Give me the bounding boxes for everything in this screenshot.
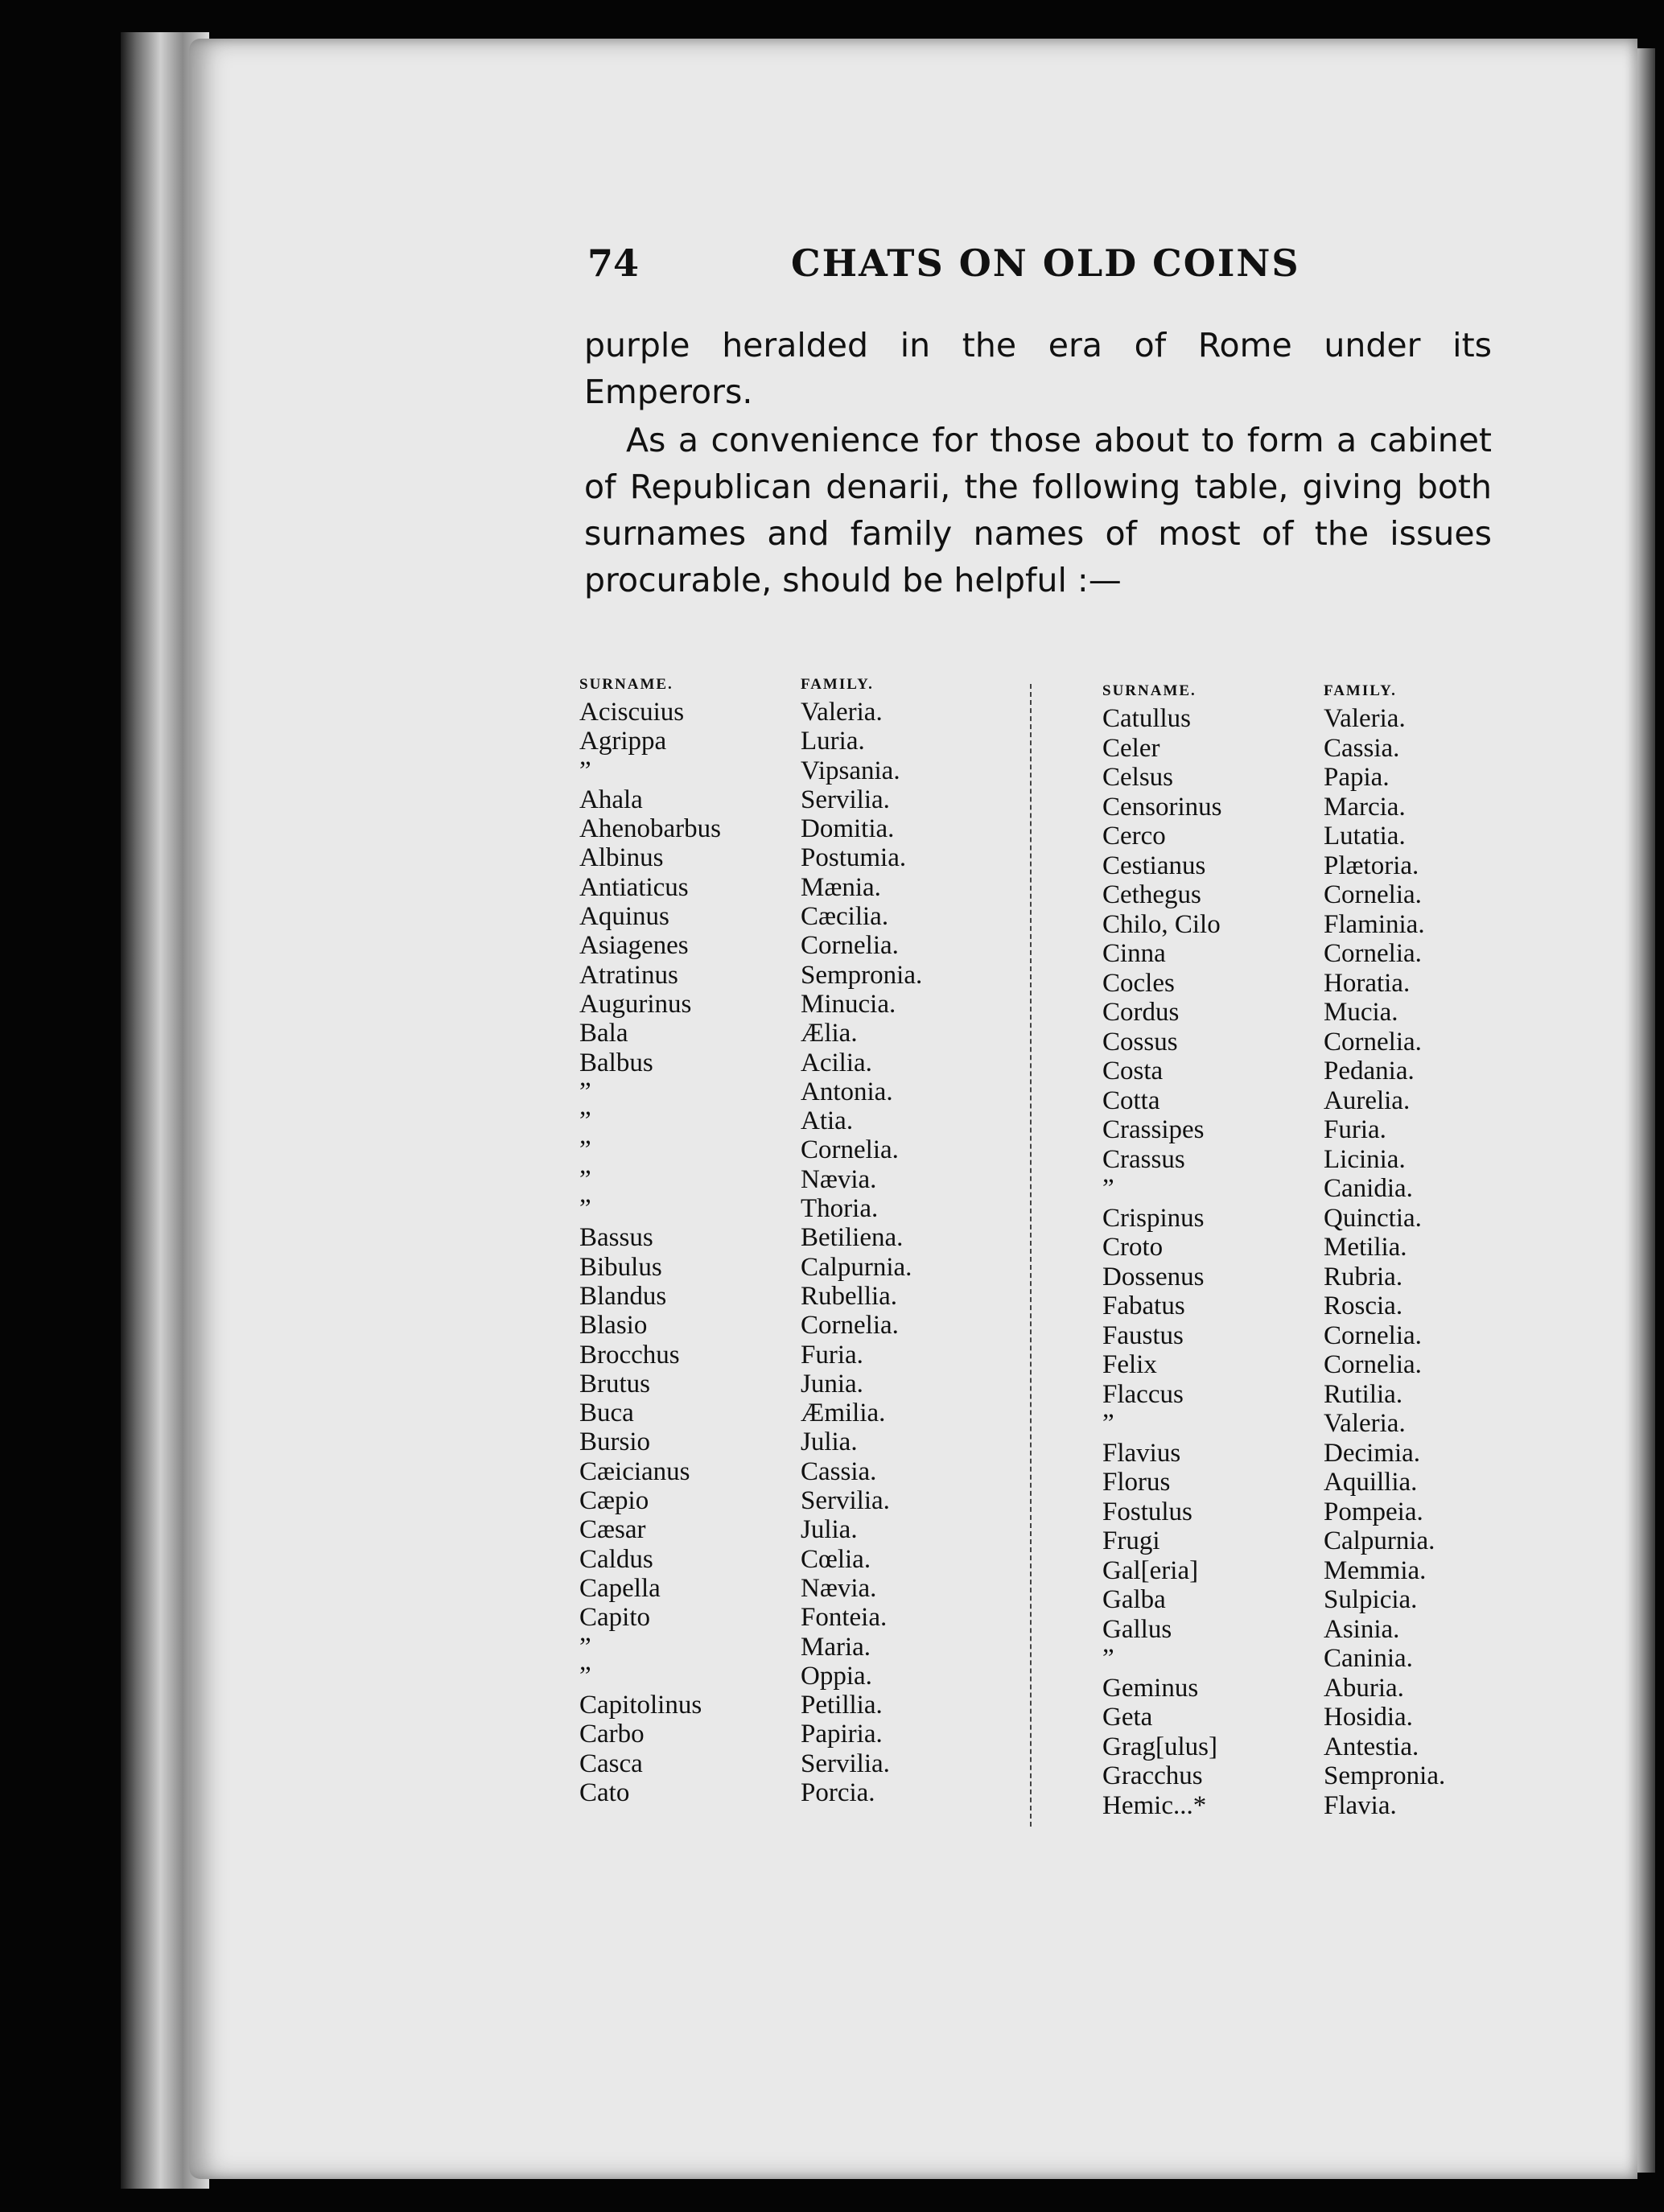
family-cell: Valeria.: [1324, 1409, 1406, 1438]
surname-cell: Blandus: [579, 1281, 667, 1311]
surname-cell: Capitolinus: [579, 1691, 702, 1720]
surname-cell: Agrippa: [579, 727, 667, 756]
surname-cell: Cerco: [1102, 822, 1166, 851]
family-cell: Mænia.: [801, 872, 881, 902]
left-family-column: [801, 672, 922, 1807]
family-cell: Antestia.: [1324, 1732, 1419, 1761]
family-cell: Cornelia.: [1324, 1027, 1422, 1057]
family-cell: Rubria.: [1324, 1262, 1403, 1291]
family-cell: Aurelia.: [1324, 1085, 1411, 1115]
paragraph: As a convenience for those about to form a cabinet of Republican denarii, the following table, giving both surnames and family names of most of the issues procurable, should be helpful :—: [584, 421, 1492, 599]
surname-cell: Dossenus: [1102, 1262, 1205, 1291]
family-cell: Calpurnia.: [801, 1252, 912, 1282]
surname-family-table: [563, 672, 1513, 1831]
family-cell: Servilia.: [801, 1486, 890, 1516]
surname-cell: ”: [579, 1106, 591, 1136]
surname-cell: Asiagenes: [579, 931, 689, 961]
family-cell: Valeria.: [1324, 704, 1406, 733]
surname-cell: Gracchus: [1102, 1761, 1203, 1790]
family-cell: Pedania.: [1324, 1057, 1415, 1085]
paragraph: purple heralded in the era of Rome under its Emperors.: [584, 326, 1492, 411]
family-cell: Cornelia.: [801, 931, 899, 961]
surname-cell: Frugi: [1102, 1526, 1160, 1555]
page-header: [587, 241, 1497, 306]
surname-cell: Galba: [1102, 1585, 1166, 1614]
family-cell: Cornelia.: [1324, 880, 1422, 909]
surname-cell: Catullus: [1102, 704, 1192, 733]
surname-cell: Celer: [1102, 733, 1160, 763]
family-cell: Calpurnia.: [1324, 1526, 1435, 1555]
family-cell: Flavia.: [1324, 1790, 1397, 1820]
family-cell: Papia.: [1324, 763, 1390, 792]
family-cell: Domitia.: [801, 814, 895, 844]
surname-cell: Albinus: [579, 843, 664, 873]
family-cell: Cœlia.: [801, 1544, 871, 1574]
surname-cell: Brutus: [579, 1369, 651, 1398]
surname-cell: Bassus: [579, 1223, 653, 1253]
family-cell: Sempronia.: [1324, 1761, 1446, 1790]
family-cell: Lutatia.: [1324, 822, 1406, 851]
family-cell: Atia.: [801, 1106, 854, 1136]
surname-cell: Casca: [579, 1749, 643, 1778]
page-number: 74: [587, 241, 640, 285]
surname-cell: Blasio: [579, 1311, 648, 1341]
surname-cell: Felix: [1102, 1350, 1157, 1379]
family-cell: Valeria.: [801, 698, 883, 727]
family-cell: Furia.: [801, 1340, 863, 1370]
surname-cell: Cethegus: [1102, 880, 1201, 909]
family-cell: Ælia.: [801, 1019, 858, 1048]
family-cell: Quinctia.: [1324, 1203, 1422, 1233]
surname-cell: Fabatus: [1102, 1291, 1185, 1320]
family-cell: Metilia.: [1324, 1233, 1407, 1262]
surname-cell: Balbus: [579, 1048, 653, 1077]
family-cell: Cassia.: [1324, 733, 1400, 763]
family-cell: Caninia.: [1324, 1644, 1413, 1673]
surname-cell: Geta: [1102, 1703, 1153, 1732]
family-cell: Marcia.: [1324, 792, 1406, 822]
surname-cell: ”: [579, 1194, 591, 1224]
surname-cell: Cestianus: [1102, 851, 1206, 880]
surname-cell: ”: [579, 1164, 591, 1194]
family-cell: Minucia.: [801, 989, 896, 1019]
surname-cell: Cordus: [1102, 998, 1180, 1027]
family-cell: Rutilia.: [1324, 1379, 1403, 1409]
surname-cell: Crassipes: [1102, 1115, 1205, 1144]
family-cell: Horatia.: [1324, 968, 1411, 998]
surname-cell: ”: [1102, 1174, 1114, 1203]
surname-cell: Crispinus: [1102, 1203, 1205, 1233]
surname-cell: Ahenobarbus: [579, 814, 721, 844]
surname-cell: Flaccus: [1102, 1379, 1184, 1409]
surname-cell: Augurinus: [579, 989, 692, 1019]
surname-cell: ”: [1102, 1644, 1114, 1673]
surname-cell: Bala: [579, 1019, 628, 1048]
family-cell: Sulpicia.: [1324, 1585, 1418, 1614]
family-cell: Æmilia.: [801, 1398, 886, 1428]
family-cell: Fonteia.: [801, 1603, 888, 1633]
surname-cell: Censorinus: [1102, 792, 1222, 822]
surname-cell: Cinna: [1102, 939, 1166, 968]
family-cell: Nævia.: [801, 1164, 877, 1194]
family-cell: Porcia.: [801, 1777, 875, 1807]
surname-cell: Cotta: [1102, 1085, 1160, 1115]
surname-cell: Capella: [579, 1573, 661, 1603]
surname-cell: Gal[eria]: [1102, 1555, 1199, 1585]
family-cell: Cornelia.: [1324, 939, 1422, 968]
surname-cell: Flavius: [1102, 1438, 1181, 1468]
family-cell: Aburia.: [1324, 1673, 1404, 1703]
family-cell: Hosidia.: [1324, 1703, 1413, 1732]
surname-cell: ”: [579, 1661, 591, 1691]
surname-cell: Grag[ulus]: [1102, 1732, 1217, 1761]
body-text: [584, 322, 1492, 603]
column-header: FAMILY.: [1324, 682, 1397, 699]
surname-cell: ”: [579, 1077, 591, 1106]
family-cell: Cornelia.: [1324, 1320, 1422, 1350]
running-title: CHATS ON OLD COINS: [791, 241, 1300, 285]
family-cell: Pompeia.: [1324, 1497, 1423, 1526]
surname-cell: ”: [579, 756, 591, 785]
column-header: SURNAME.: [579, 676, 673, 693]
family-cell: Mucia.: [1324, 998, 1398, 1027]
family-cell: Plætoria.: [1324, 851, 1419, 880]
column-header: SURNAME.: [1102, 682, 1197, 699]
surname-cell: ”: [1102, 1409, 1114, 1438]
family-cell: Cornelia.: [801, 1311, 899, 1341]
family-cell: Luria.: [801, 727, 865, 756]
surname-cell: Cossus: [1102, 1027, 1178, 1057]
surname-cell: Crassus: [1102, 1144, 1185, 1174]
family-cell: Postumia.: [801, 843, 907, 873]
family-cell: Cornelia.: [1324, 1350, 1422, 1379]
family-cell: Betiliena.: [801, 1223, 904, 1253]
family-cell: Furia.: [1324, 1115, 1386, 1144]
surname-cell: Celsus: [1102, 763, 1174, 792]
surname-cell: Atratinus: [579, 960, 678, 990]
surname-cell: Hemic...*: [1102, 1790, 1207, 1820]
surname-cell: Florus: [1102, 1468, 1171, 1497]
family-cell: Sempronia.: [801, 960, 923, 990]
surname-cell: Cocles: [1102, 968, 1175, 998]
family-cell: Cornelia.: [801, 1135, 899, 1165]
family-cell: Antonia.: [801, 1077, 893, 1106]
surname-cell: Cæpio: [579, 1486, 649, 1516]
family-cell: Thoria.: [801, 1194, 879, 1224]
column-header: FAMILY.: [801, 676, 874, 693]
family-cell: Julia.: [801, 1515, 858, 1545]
surname-cell: Cato: [579, 1777, 630, 1807]
surname-cell: Cæsar: [579, 1515, 646, 1545]
surname-cell: Aciscuius: [579, 698, 685, 727]
family-cell: Licinia.: [1324, 1144, 1406, 1174]
family-cell: Servilia.: [801, 1749, 890, 1778]
surname-cell: Caldus: [579, 1544, 653, 1574]
family-cell: Cæcilia.: [801, 902, 889, 932]
surname-cell: ”: [579, 1632, 591, 1662]
surname-cell: Aquinus: [579, 902, 669, 932]
family-cell: Julia.: [801, 1427, 858, 1457]
surname-cell: Fostulus: [1102, 1497, 1192, 1526]
surname-cell: Chilo, Cilo: [1102, 909, 1221, 939]
family-cell: Junia.: [801, 1369, 863, 1398]
family-cell: Vipsania.: [801, 756, 900, 785]
right-surname-column: [1102, 678, 1222, 1820]
surname-cell: ”: [579, 1135, 591, 1165]
family-cell: Asinia.: [1324, 1614, 1400, 1644]
surname-cell: Ahala: [579, 785, 643, 814]
surname-cell: Croto: [1102, 1233, 1164, 1262]
right-family-column: [1324, 678, 1445, 1820]
family-cell: Nævia.: [801, 1573, 877, 1603]
family-cell: Canidia.: [1324, 1174, 1413, 1203]
surname-cell: Costa: [1102, 1057, 1164, 1085]
surname-cell: Geminus: [1102, 1673, 1199, 1703]
family-cell: Acilia.: [801, 1048, 872, 1077]
family-cell: Aquillia.: [1324, 1468, 1418, 1497]
page-edge: [1637, 48, 1655, 2173]
family-cell: Roscia.: [1324, 1291, 1403, 1320]
surname-cell: Faustus: [1102, 1320, 1184, 1350]
surname-cell: Bibulus: [579, 1252, 662, 1282]
surname-cell: Carbo: [579, 1720, 645, 1749]
left-surname-column: [579, 672, 721, 1807]
surname-cell: Antiaticus: [579, 872, 689, 902]
family-cell: Rubellia.: [801, 1281, 898, 1311]
surname-cell: Buca: [579, 1398, 634, 1428]
family-cell: Flaminia.: [1324, 909, 1425, 939]
column-divider: [1030, 684, 1032, 1827]
surname-cell: Brocchus: [579, 1340, 680, 1370]
surname-cell: Capito: [579, 1603, 650, 1633]
surname-cell: Bursio: [579, 1427, 651, 1457]
family-cell: Maria.: [801, 1632, 871, 1662]
family-cell: Oppia.: [801, 1661, 872, 1691]
family-cell: Cassia.: [801, 1456, 877, 1486]
family-cell: Papiria.: [801, 1720, 883, 1749]
family-cell: Memmia.: [1324, 1555, 1427, 1585]
family-cell: Decimia.: [1324, 1438, 1421, 1468]
family-cell: Petillia.: [801, 1691, 883, 1720]
surname-cell: Cæicianus: [579, 1456, 690, 1486]
family-cell: Servilia.: [801, 785, 890, 814]
surname-cell: Gallus: [1102, 1614, 1172, 1644]
